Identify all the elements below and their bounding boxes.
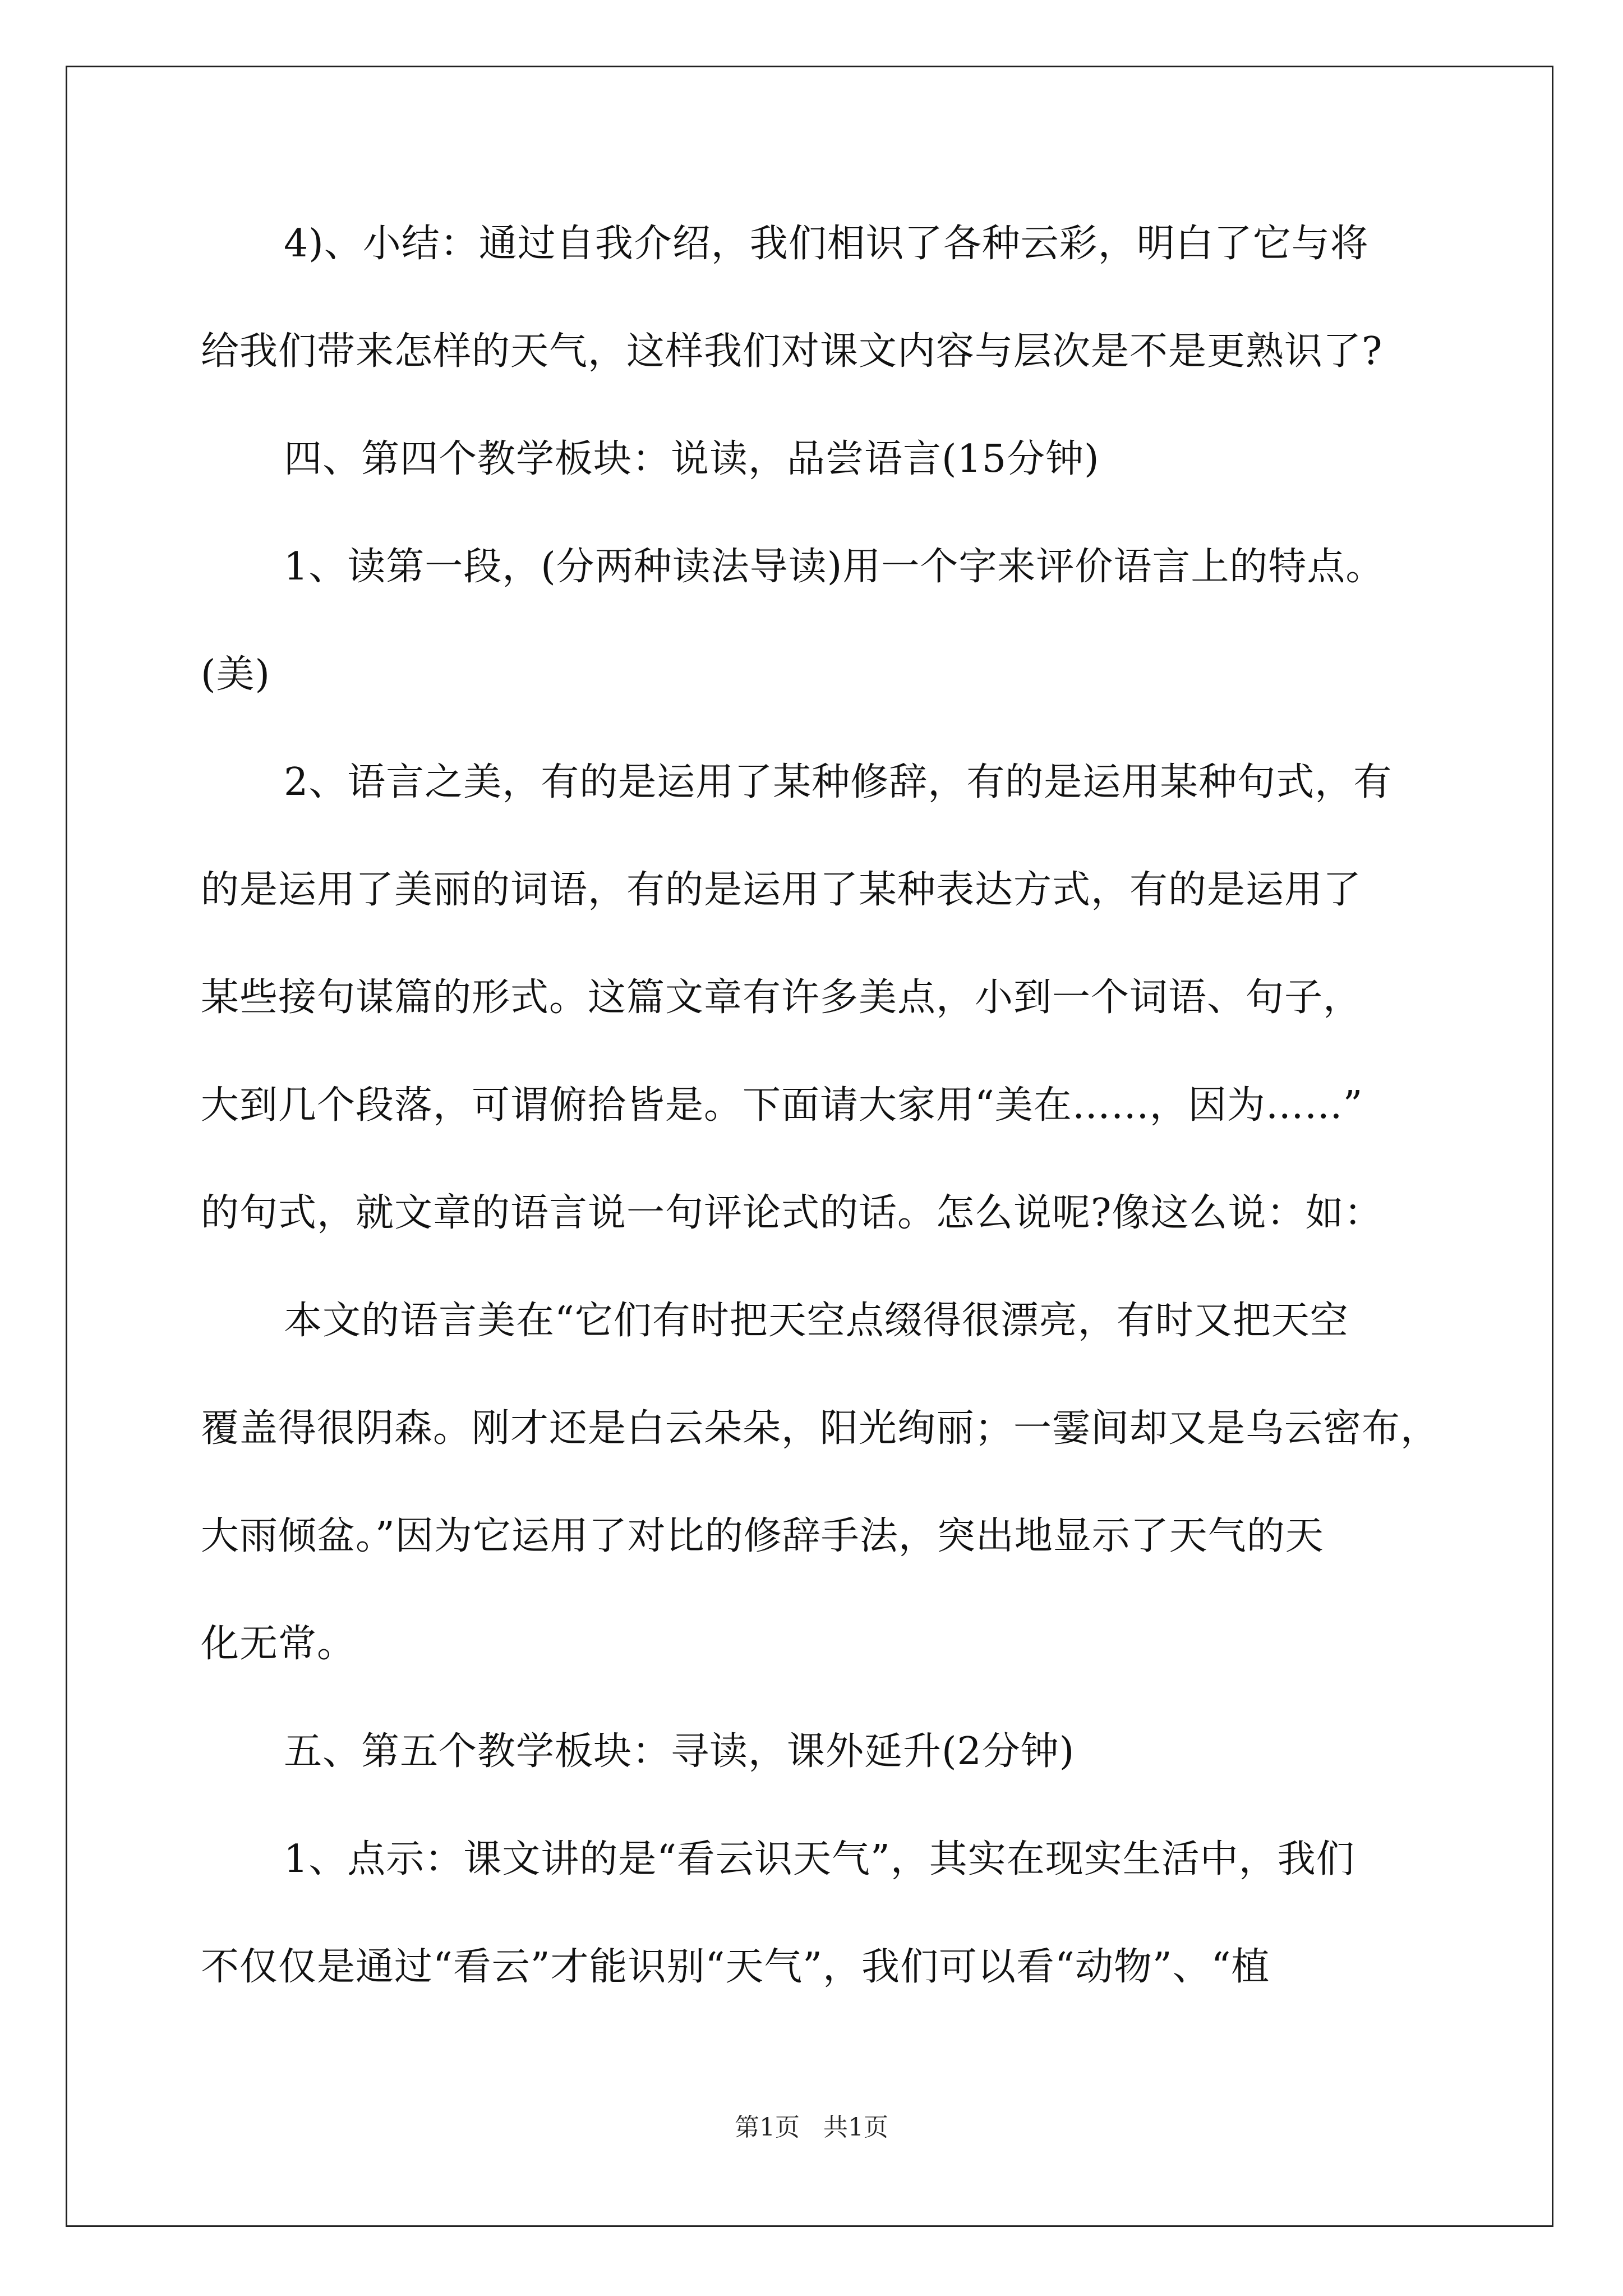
- page-number-current: 第1页: [735, 2113, 800, 2142]
- text-line: (美): [201, 652, 271, 697]
- section-heading: 四、第四个教学板块：说读，品尝语言(15分钟): [284, 437, 1100, 481]
- text-line: 大到几个段落，可谓俯拾皆是。下面请大家用“美在……，因为……”: [201, 1083, 1363, 1128]
- text-line: 某些接句谋篇的形式。这篇文章有许多美点，小到一个词语、句子，: [201, 976, 1362, 1020]
- text-line: 本文的语言美在“它们有时把天空点缀得很漂亮，有时又把天空: [284, 1299, 1349, 1343]
- page-border: [66, 66, 1553, 2227]
- page-number-total: 共1页: [823, 2113, 888, 2142]
- text-line: 不仅仅是通过“看云”才能识别“天气”，我们可以看“动物”、“植: [201, 1945, 1270, 1989]
- text-line: 大雨倾盆。”因为它运用了对比的修辞手法，突出地显示了天气的天: [201, 1514, 1324, 1558]
- text-line: 1、点示：课文讲的是“看云识天气”，其实在现实生活中，我们: [284, 1837, 1355, 1881]
- section-heading: 五、第五个教学板块：寻读，课外延升(2分钟): [284, 1729, 1075, 1774]
- text-line: 4)、小结：通过自我介绍，我们相识了各种云彩，明白了它与将: [284, 222, 1369, 266]
- page-footer: [0, 2112, 1623, 2143]
- text-line: 2、语言之美，有的是运用了某种修辞，有的是运用某种句式，有: [284, 760, 1393, 804]
- text-line: 化无常。: [201, 1622, 356, 1666]
- text-line: 的是运用了美丽的词语，有的是运用了某种表达方式，有的是运用了: [201, 868, 1362, 912]
- text-line: 覆盖得很阴森。刚才还是白云朵朵，阳光绚丽；一霎间却又是乌云密布，: [201, 1406, 1440, 1451]
- text-line: 的句式，就文章的语言说一句评论式的话。怎么说呢?像这么说：如：: [201, 1191, 1383, 1235]
- text-line: 给我们带来怎样的天气，这样我们对课文内容与层次是不是更熟识了?: [201, 329, 1383, 374]
- text-line: 1、读第一段，(分两种读法导读)用一个字来评价语言上的特点。: [284, 545, 1385, 589]
